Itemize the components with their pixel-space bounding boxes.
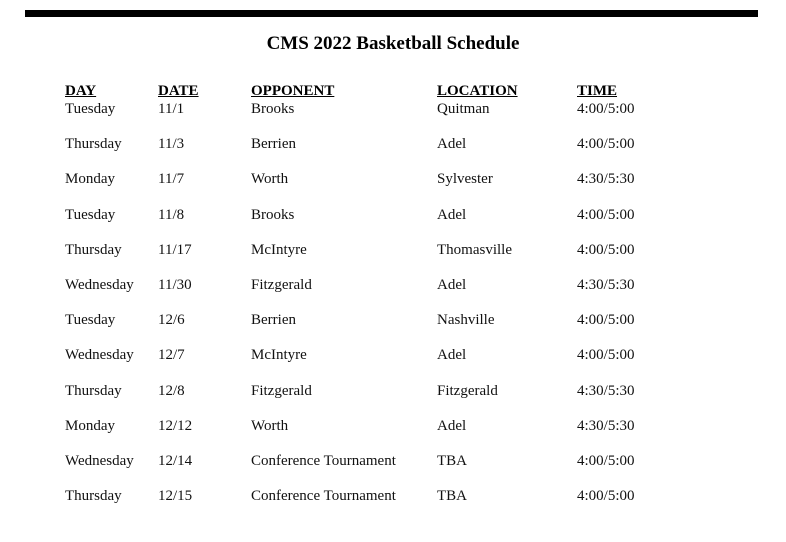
cell-opponent: Worth <box>251 417 289 434</box>
cell-time: 4:30/5:30 <box>577 417 635 434</box>
cell-date: 12/6 <box>158 312 185 329</box>
cell-time: 4:00/5:00 <box>577 206 635 223</box>
cell-opponent: Fitzgerald <box>251 276 312 293</box>
cell-opponent: Berrien <box>251 312 296 329</box>
cell-day: Tuesday <box>65 312 116 329</box>
cell-opponent: Conference Tournament <box>251 452 396 469</box>
cell-opponent: McIntyre <box>251 241 307 258</box>
cell-day: Monday <box>65 171 115 188</box>
cell-opponent: Berrien <box>251 136 296 153</box>
cell-opponent: Worth <box>251 171 289 188</box>
cell-day: Tuesday <box>65 101 116 117</box>
cell-date: 11/1 <box>158 101 185 117</box>
cell-date: 11/17 <box>158 241 192 258</box>
cell-location: Adel <box>437 276 467 293</box>
cell-location: TBA <box>437 488 467 505</box>
top-rule <box>25 10 758 17</box>
cell-location: Nashville <box>437 312 495 329</box>
cell-location: TBA <box>437 452 467 469</box>
cell-time: 4:30/5:30 <box>577 276 635 293</box>
cell-date: 11/7 <box>158 171 185 188</box>
cell-location: Thomasville <box>437 241 512 258</box>
cell-day: Thursday <box>65 136 122 153</box>
cell-location: Adel <box>437 417 467 434</box>
cell-time: 4:00/5:00 <box>577 241 635 258</box>
cell-time: 4:00/5:00 <box>577 136 635 153</box>
cell-location: Quitman <box>437 101 490 117</box>
cell-day: Tuesday <box>65 206 116 223</box>
cell-day: Wednesday <box>65 347 134 364</box>
cell-time: 4:00/5:00 <box>577 101 635 117</box>
cell-time: 4:00/5:00 <box>577 452 635 469</box>
cell-opponent: McIntyre <box>251 347 307 364</box>
cell-time: 4:30/5:30 <box>577 171 635 188</box>
cell-opponent: Fitzgerald <box>251 382 312 399</box>
cell-day: Thursday <box>65 488 122 505</box>
cell-date: 12/7 <box>158 347 185 364</box>
header-time: TIME <box>577 83 618 99</box>
cell-time: 4:00/5:00 <box>577 488 635 505</box>
cell-date: 11/8 <box>158 206 185 223</box>
cell-date: 12/15 <box>158 488 193 505</box>
cell-time: 4:30/5:30 <box>577 382 635 399</box>
cell-location: Adel <box>437 206 467 223</box>
cell-location: Sylvester <box>437 171 493 188</box>
cell-opponent: Brooks <box>251 206 295 223</box>
cell-date: 12/12 <box>158 417 193 434</box>
cell-date: 11/3 <box>158 136 185 153</box>
cell-time: 4:00/5:00 <box>577 312 635 329</box>
cell-opponent: Brooks <box>251 101 295 117</box>
header-date: DATE <box>158 83 199 99</box>
cell-day: Thursday <box>65 241 122 258</box>
cell-time: 4:00/5:00 <box>577 347 635 364</box>
cell-location: Adel <box>437 347 467 364</box>
header-opponent: OPPONENT <box>251 83 335 99</box>
cell-day: Wednesday <box>65 276 134 293</box>
cell-date: 11/30 <box>158 276 192 293</box>
cell-date: 12/14 <box>158 452 193 469</box>
cell-date: 12/8 <box>158 382 185 399</box>
header-day: DAY <box>65 83 97 99</box>
cell-location: Fitzgerald <box>437 382 498 399</box>
cell-location: Adel <box>437 136 467 153</box>
cell-day: Wednesday <box>65 452 134 469</box>
cell-day: Monday <box>65 417 115 434</box>
cell-opponent: Conference Tournament <box>251 488 396 505</box>
cell-day: Thursday <box>65 382 122 399</box>
header-location: LOCATION <box>437 83 518 99</box>
page-title: CMS 2022 Basketball Schedule <box>266 33 520 54</box>
